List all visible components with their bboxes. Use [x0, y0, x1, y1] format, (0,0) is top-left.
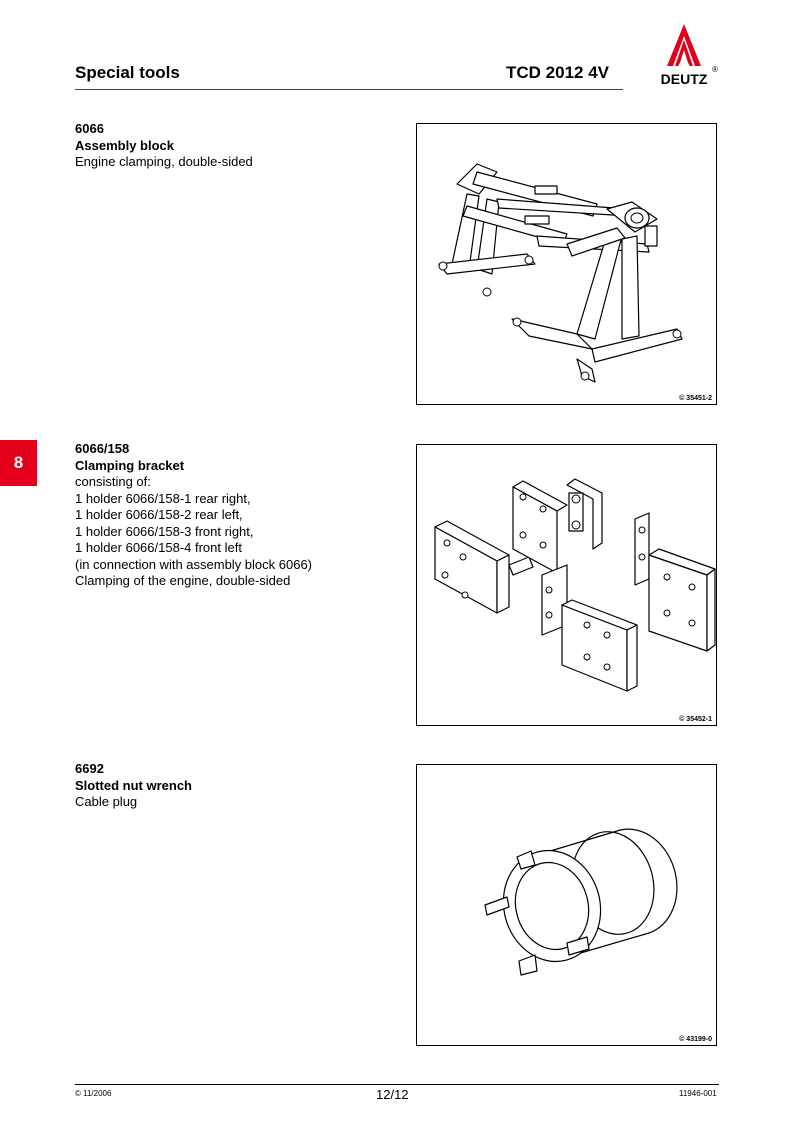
tool-description-line: (in connection with assembly block 6066): [75, 556, 313, 572]
chapter-tab[interactable]: [0, 440, 37, 486]
tool-description-line: 1 holder 6066/158-4 front left: [75, 540, 242, 555]
tool-entry-6066: [75, 121, 375, 171]
tool-number: 6066/158: [75, 441, 130, 456]
deutz-logo: [647, 22, 721, 88]
tool-number: 6066: [75, 121, 104, 136]
tool-description-line: consisting of:: [75, 474, 151, 489]
figure-assembly-block: [416, 123, 717, 405]
tool-number: 6692: [75, 761, 104, 776]
header-divider: [75, 89, 623, 90]
assembly-block-illustration: [417, 124, 718, 406]
page-number: 12/12: [376, 1087, 409, 1102]
chapter-number: 8: [13, 453, 24, 472]
page-title: Special tools: [75, 63, 180, 82]
tool-entry-6066-158: [75, 441, 375, 590]
tool-description-line: Engine clamping, double-sided: [75, 154, 253, 169]
tool-name: Slotted nut wrench: [75, 777, 192, 793]
tool-description-line: Cable plug: [75, 794, 138, 809]
tool-description-line: Clamping of the engine, double-sided: [75, 573, 291, 588]
engine-model: TCD 2012 4V: [506, 63, 609, 82]
figure-slotted-nut-wrench: [416, 764, 717, 1046]
figure-code: © 35452-1: [679, 716, 712, 723]
tool-entry-6692: [75, 761, 375, 811]
footer-date: © 11/2006: [75, 1089, 112, 1098]
figure-code: © 43199-0: [679, 1036, 712, 1043]
footer-divider: [75, 1084, 719, 1085]
logo-brand-text: DEUTZ: [660, 71, 708, 87]
figure-code: © 35451-2: [679, 395, 712, 402]
figure-clamping-bracket: [416, 444, 717, 726]
clamping-bracket-illustration: [417, 445, 718, 727]
tool-name: Assembly block: [75, 137, 174, 153]
tool-description-line: 1 holder 6066/158-3 front right,: [75, 523, 254, 539]
slotted-nut-wrench-illustration: [417, 765, 718, 1047]
document-number: 11946-001: [679, 1089, 717, 1098]
tool-description-line: 1 holder 6066/158-1 rear right,: [75, 490, 251, 506]
registered-mark: ®: [712, 65, 718, 74]
tool-name: Clamping bracket: [75, 457, 185, 473]
tool-description-line: 1 holder 6066/158-2 rear left,: [75, 507, 243, 522]
